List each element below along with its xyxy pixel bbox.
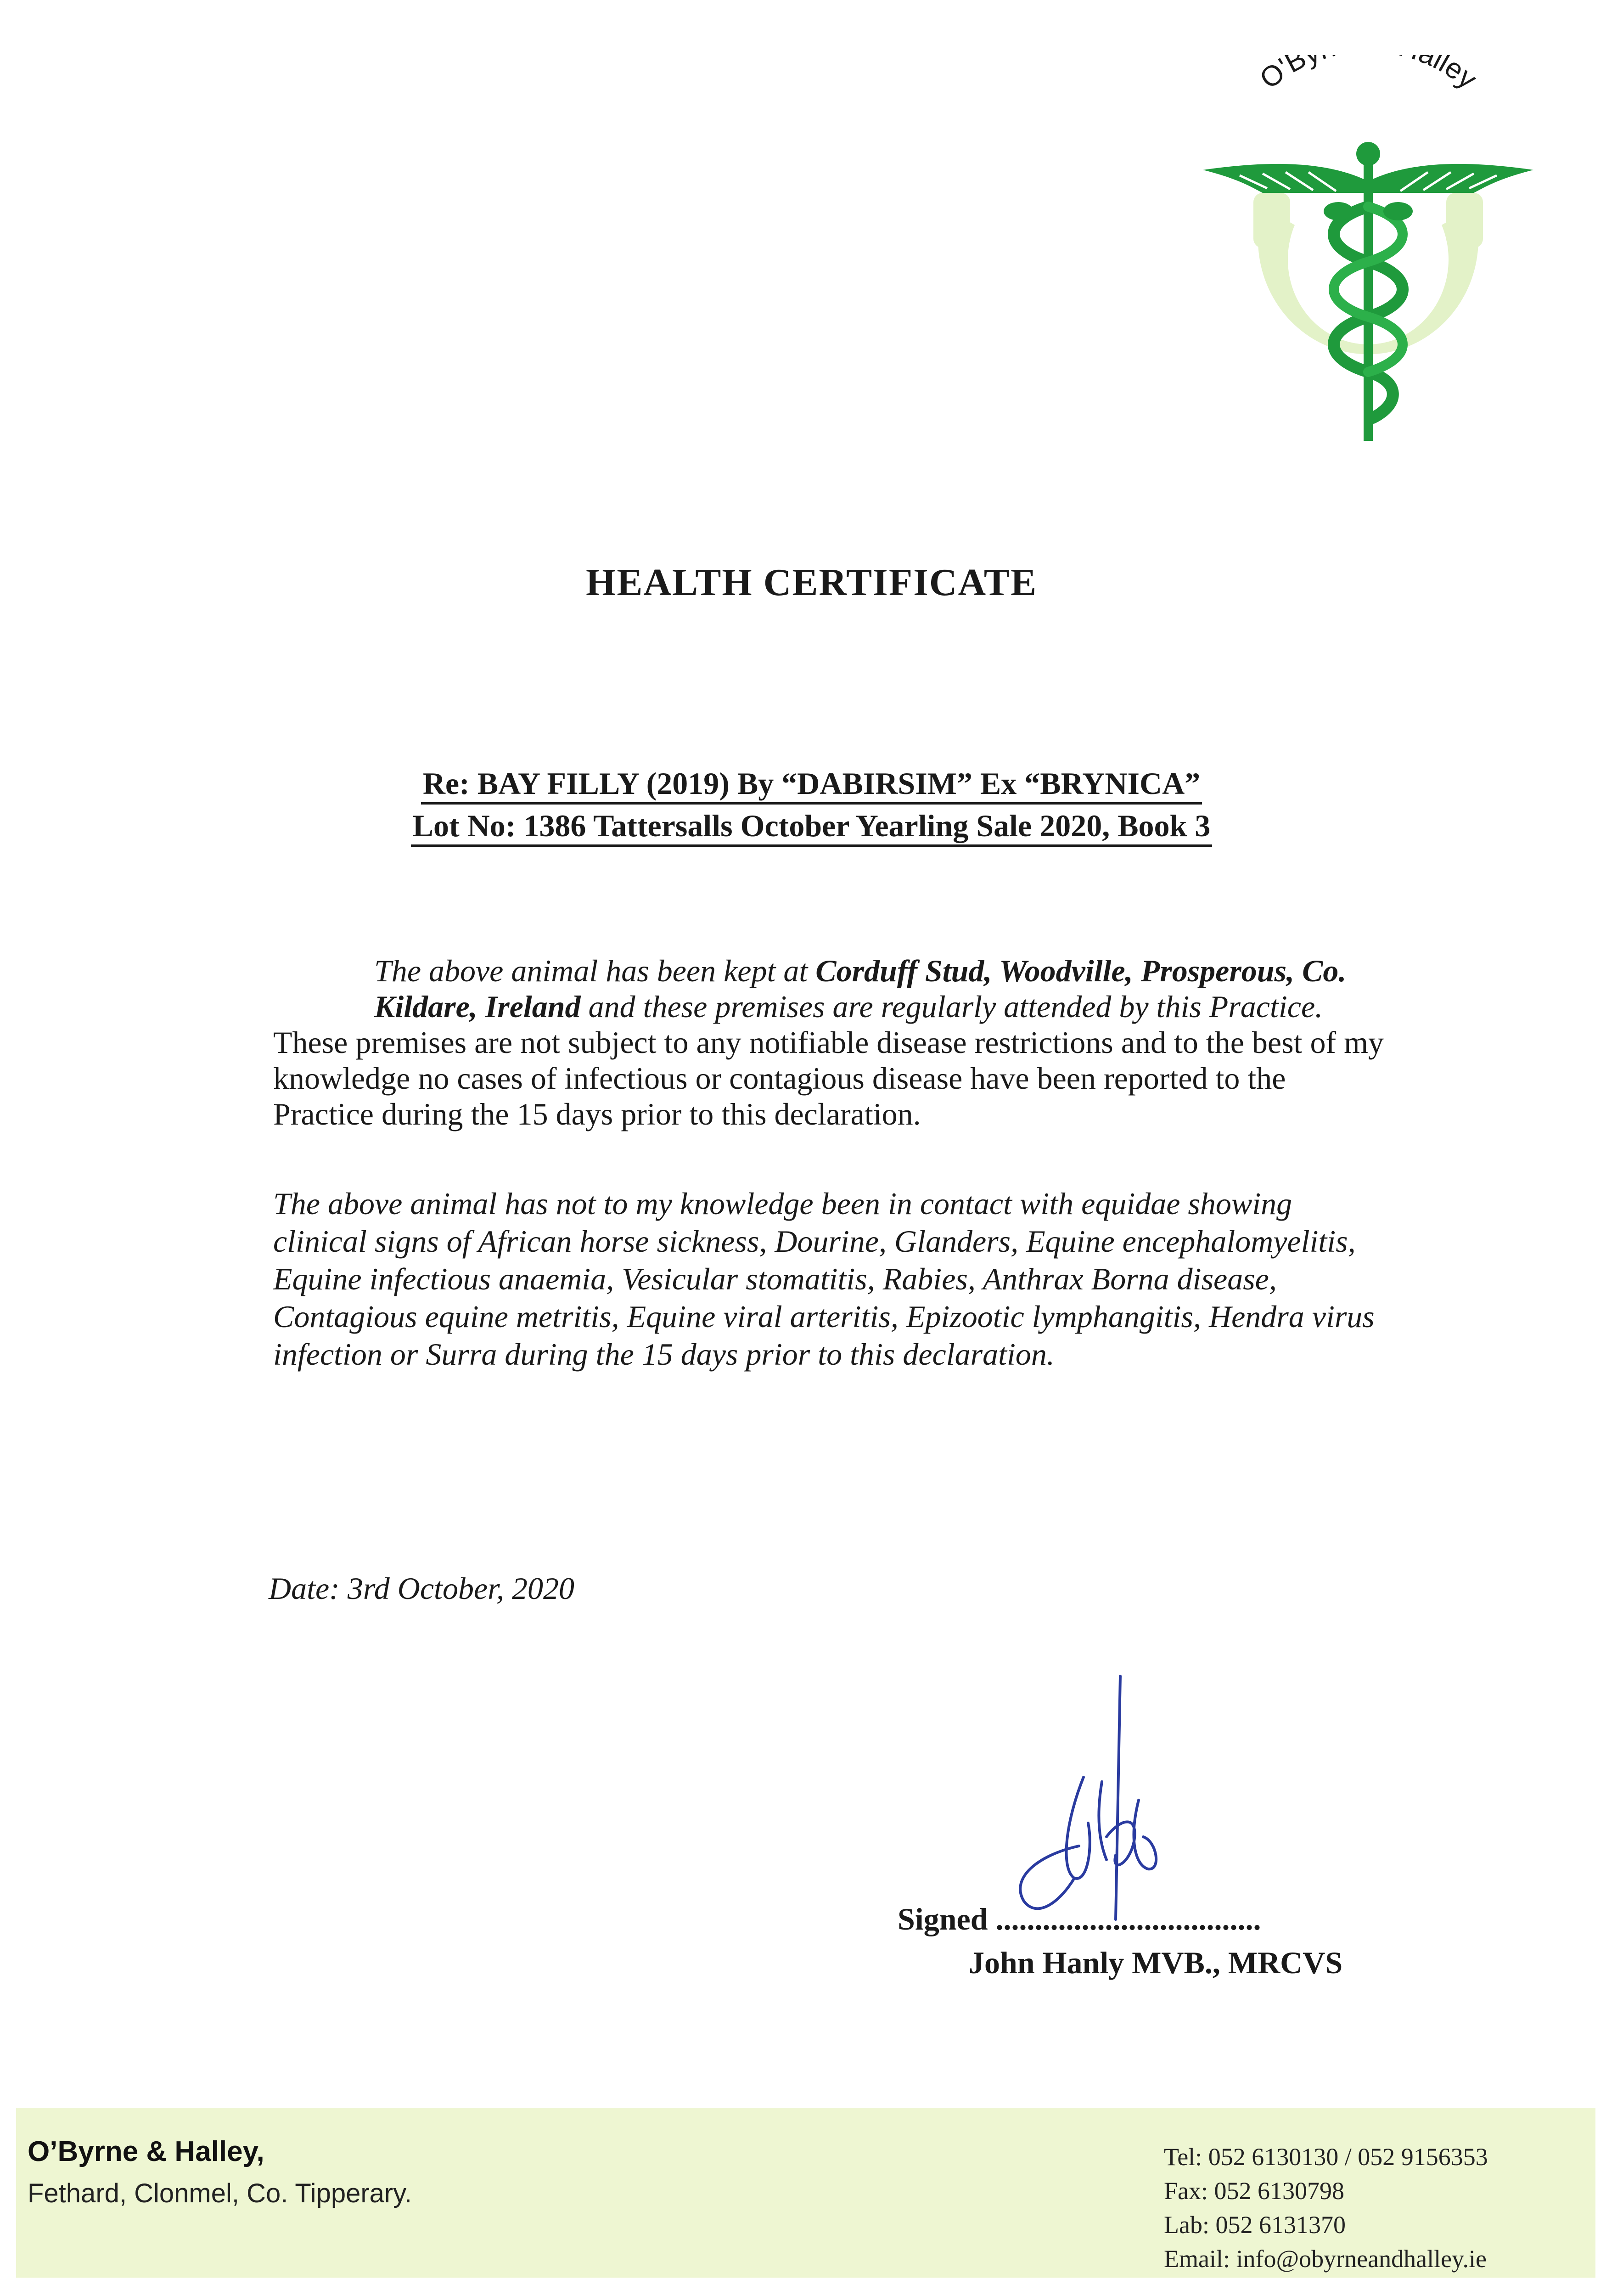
premises-paragraph	[273, 953, 1384, 1132]
signed-label: Signed ..................................	[898, 1902, 1261, 1936]
letterhead-footer	[16, 2108, 1595, 2278]
premises-disease-statement: These premises are not subject to any notifiable disease restrictions and to the best of my knowledge no cases of infectious or contagious disease have been reported to the Practice during the 15 days prior to this declaration.	[273, 1025, 1384, 1131]
footer-practice-name: O’Byrne & Halley,	[28, 2136, 264, 2167]
signer-name: John Hanly MVB., MRCVS	[969, 1945, 1343, 1980]
contact-declaration-paragraph: The above animal has not to my knowledge been in contact with equidae showing clinical signs of African horse sickness, Dourine, Glanders, Equine encephalomyelitis, Equine infectious anaemia, Vesicular stomatitis, Rabies, Anthrax Borna disease, Contagious equine metritis, Equine viral arteritis, Epizootic lymphangitis, Hendra virus infection or Surra during the 15 days prior to this declaration.	[273, 1186, 1375, 1372]
footer-tel: Tel: 052 6130130 / 052 9156353	[1164, 2143, 1488, 2171]
declaration-date: Date: 3rd October, 2020	[269, 1571, 575, 1606]
premises-intro: The above animal has been kept at	[374, 953, 816, 988]
footer-address: Fethard, Clonmel, Co. Tipperary.	[28, 2178, 412, 2208]
footer-address-block	[28, 2135, 412, 2209]
practice-logo	[1185, 55, 1552, 459]
footer-fax: Fax: 052 6130798	[1164, 2177, 1345, 2205]
premises-location: Corduff Stud, Woodville, Prosperous, Co. Kildare, Ireland	[374, 953, 1347, 1024]
handwritten-signature	[983, 1662, 1212, 1938]
subject-animal-line: Re: BAY FILLY (2019) By “DABIRSIM” Ex “BRYNICA”	[421, 765, 1202, 805]
footer-contact-block	[1164, 2140, 1488, 2276]
footer-email[interactable]: Email: info@obyrneandhalley.ie	[1164, 2245, 1487, 2273]
subject-lot-line: Lot No: 1386 Tattersalls October Yearling Sale 2020, Book 3	[411, 807, 1213, 847]
premises-attended: and these premises are regularly attended by this Practice.	[580, 989, 1323, 1024]
footer-lab: Lab: 052 6131370	[1164, 2211, 1346, 2239]
document-title: HEALTH CERTIFICATE	[586, 561, 1037, 604]
subject-block	[0, 765, 1623, 849]
svg-text:O'Byrne & Halley: O'B lley	[1254, 55, 1483, 96]
